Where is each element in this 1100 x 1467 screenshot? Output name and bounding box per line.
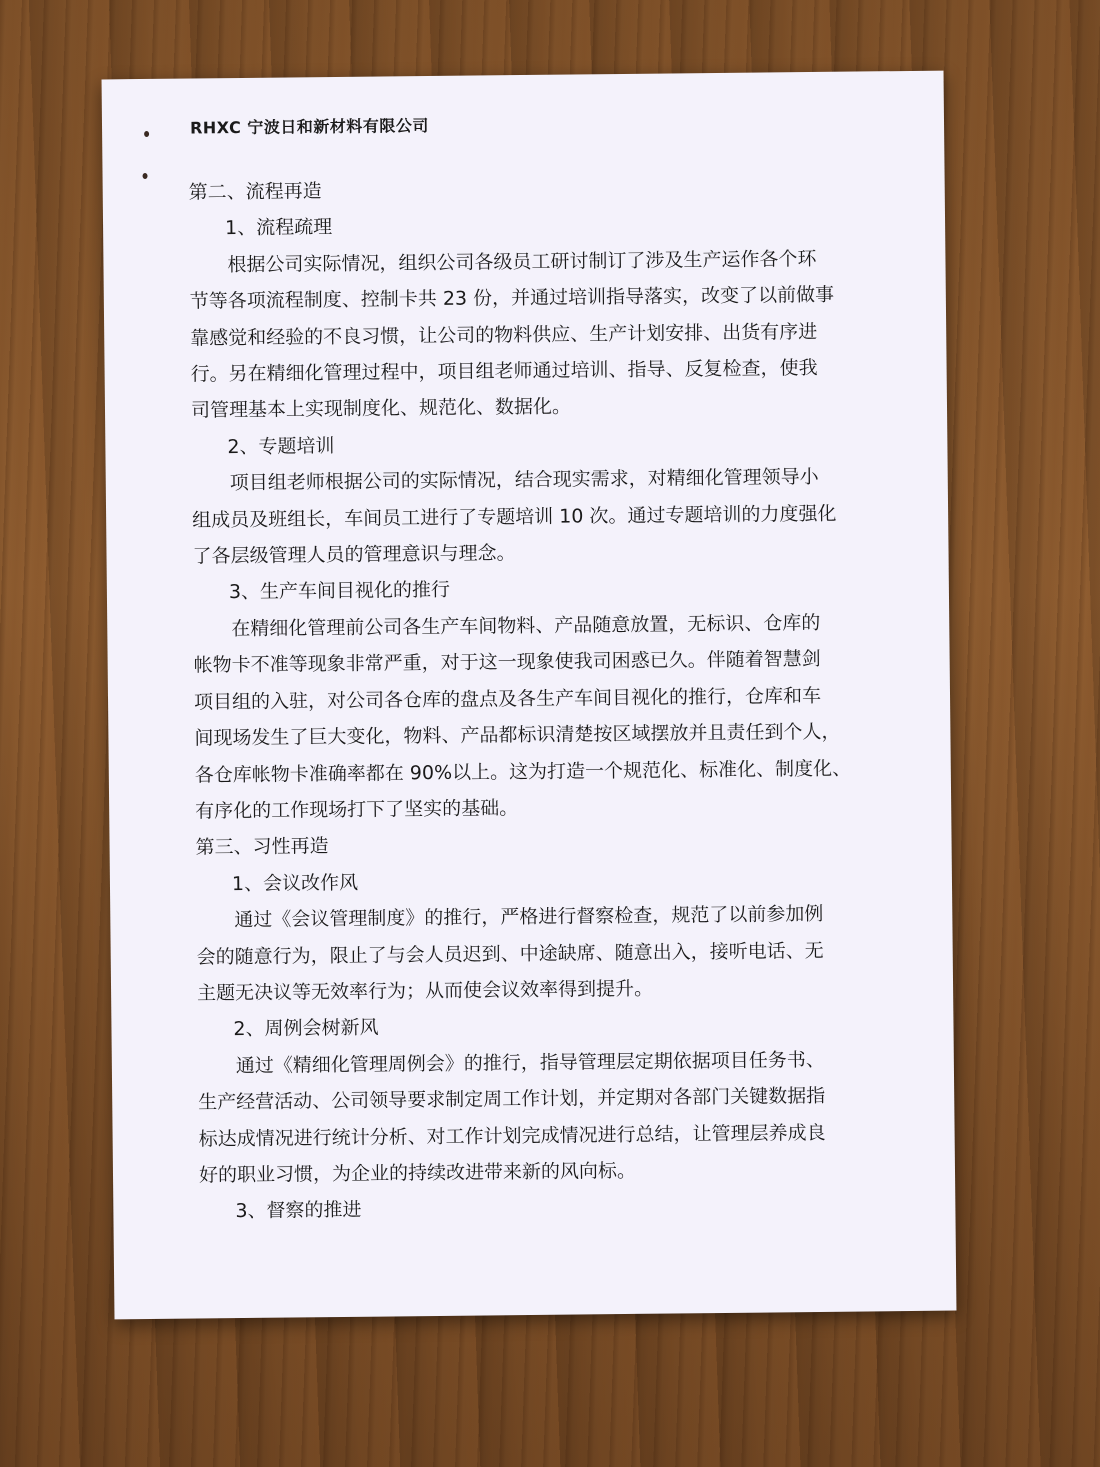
text-line: 节等各项流程制度、控制卡共 23 份，并通过培训指导落实，改变了以前做事 (189, 284, 835, 313)
document-body (187, 168, 868, 1231)
text-line: 通过《会议管理制度》的推行，严格进行督察检查，规范了以前参加例 (234, 903, 824, 932)
text-line: 了各层级管理人员的管理意识与理念。 (192, 542, 516, 568)
section-heading: 第三、习性再造 (195, 835, 329, 859)
text-line: 有序化的工作现场打下了坚实的基础。 (195, 797, 519, 823)
text-line: 组成员及班组长，车间员工进行了专题培训 10 次。通过专题培训的力度强化 (192, 502, 837, 532)
section-heading: 1、流程疏理 (224, 216, 333, 240)
text-line: 主题无决议等无效率行为；从而使会议效率得到提升。 (196, 977, 654, 1005)
text-line: 帐物卡不准等现象非常严重，对于这一现象使我司困惑已久。伴随着智慧剑 (193, 648, 821, 677)
text-line: 行。另在精细化管理过程中，项目组老师通过培训、指导、反复检查，使我 (190, 356, 818, 386)
document-page (102, 71, 957, 1320)
text-line: 会的随意行为，限止了与会人员迟到、中途缺席、随意出入，接听电话、无 (196, 939, 824, 969)
text-line: 项目组的入驻，对公司各仓库的盘点及各生产车间目视化的推行，仓库和车 (193, 684, 822, 714)
section-heading: 2、专题培训 (227, 434, 335, 458)
text-line: 司管理基本上实现制度化、规范化、数据化。 (190, 395, 572, 422)
section-heading: 第二、流程再造 (188, 180, 322, 204)
letterhead: RHXC 宁波日和新材料有限公司 (189, 116, 429, 138)
text-line: 根据公司实际情况，组织公司各级员工研讨制订了涉及生产运作各个环 (227, 247, 817, 276)
section-heading: 3、督察的推进 (235, 1199, 362, 1223)
section-heading: 1、会议改作风 (231, 871, 359, 895)
punch-hole (144, 131, 149, 137)
text-line: 间现场发生了巨大变化，物料、产品都标识清楚按区域摆放并且责任到个人， (194, 720, 841, 750)
section-heading: 3、生产车间目视化的推行 (228, 579, 451, 604)
text-line: 靠感觉和经验的不良习惯，让公司的物料供应、生产计划安排、出货有序进 (190, 320, 818, 350)
text-line: 好的职业习惯，为企业的持续改进带来新的风向标。 (198, 1159, 637, 1187)
punch-hole (143, 173, 148, 179)
text-line: 通过《精细化管理周例会》的推行，指导管理层定期依据项目任务书、 (235, 1048, 825, 1077)
text-line: 在精细化管理前公司各生产车间物料、产品随意放置，无标识、仓库的 (231, 611, 821, 640)
section-heading: 2、周例会树新风 (233, 1016, 379, 1041)
text-line: 生产经营活动、公司领导要求制定周工作计划，并定期对各部门关键数据指 (198, 1085, 826, 1114)
text-line: 各仓库帐物卡准确率都在 90%以上。这为打造一个规范化、标准化、制度化、 (194, 757, 852, 787)
text-line: 标达成情况进行统计分析、对工作计划完成情况进行总结，让管理层养成良 (198, 1121, 826, 1151)
text-line: 项目组老师根据公司的实际情况，结合现实需求，对精细化管理领导小 (229, 466, 819, 495)
